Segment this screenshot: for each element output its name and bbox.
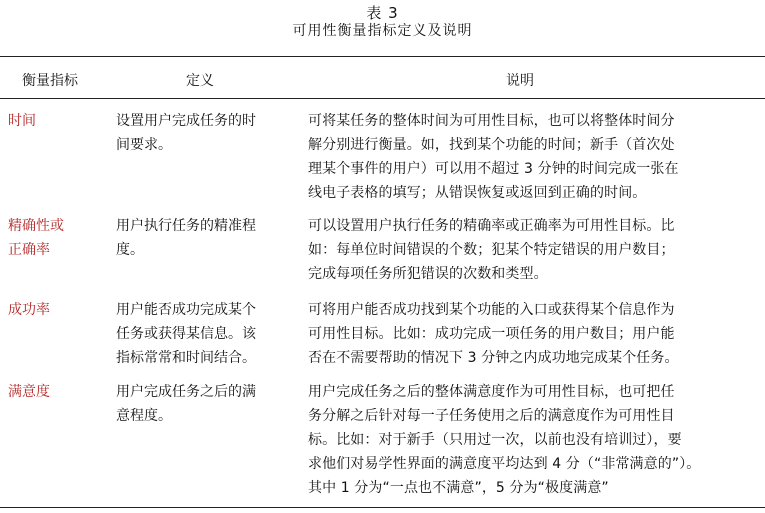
definition-line: 用户能否成功完成某个 — [116, 302, 256, 318]
row-time-metric — [8, 109, 36, 133]
row-accuracy-description — [308, 214, 675, 286]
description-line: 解分别进行衡量。如，找到某个功能的时间；新手（首次处 — [308, 137, 675, 153]
metric-line: 精确性或 — [8, 218, 64, 234]
description-line: 用户完成任务之后的整体满意度作为可用性目标，也可把任 — [308, 384, 675, 400]
description-line: 其中 1 分为“一点也不满意”，5 分为“极度满意” — [308, 480, 609, 496]
row-accuracy-metric — [8, 214, 64, 262]
definition-line: 度。 — [116, 242, 144, 258]
header-description: 说明 — [506, 73, 534, 89]
table-header-rule — [0, 98, 765, 99]
description-line: 求他们对易学性界面的满意度平均达到 4 分（“非常满意的”）。 — [308, 456, 701, 472]
description-line: 可将某任务的整体时间为可用性目标，也可以将整体时间分 — [308, 113, 675, 129]
table-number: 表 3 — [366, 4, 399, 22]
description-line: 理某个事件的用户）可以用不超过 3 分钟的时间完成一张在 — [308, 161, 679, 177]
row-satisfaction-metric — [8, 380, 50, 404]
description-line: 标。比如：对于新手（只用过一次，以前也没有培训过），要 — [308, 432, 682, 448]
row-success-description — [308, 298, 679, 370]
description-line: 可将用户能否成功找到某个功能的入口或获得某个信息作为 — [308, 302, 675, 318]
definition-line: 意程度。 — [116, 408, 172, 424]
metric-line: 成功率 — [8, 302, 50, 318]
description-line: 否在不需要帮助的情况下 3 分钟之内成功地完成某个任务。 — [308, 350, 679, 366]
row-success-metric — [8, 298, 50, 322]
metric-line: 时间 — [8, 113, 36, 129]
table-title: 可用性衡量指标定义及说明 — [292, 23, 473, 39]
row-satisfaction-description — [308, 380, 700, 500]
description-line: 线电子表格的填写；从错误恢复或返回到正确的时间。 — [308, 185, 647, 201]
description-line: 完成每项任务所犯错误的次数和类型。 — [308, 266, 548, 282]
header-metric: 衡量指标 — [22, 73, 78, 89]
definition-line: 用户完成任务之后的满 — [116, 384, 256, 400]
description-line: 务分解之后针对每一子任务使用之后的满意度作为可用性目 — [308, 408, 675, 424]
row-accuracy-definition — [116, 214, 256, 262]
definition-line: 指标常常和时间结合。 — [116, 350, 256, 366]
metric-line: 正确率 — [8, 242, 50, 258]
header-definition: 定义 — [186, 73, 214, 89]
row-time-description — [308, 109, 679, 205]
row-time-definition — [116, 109, 256, 157]
description-line: 可以设置用户执行任务的精确率或正确率为可用性目标。比 — [308, 218, 675, 234]
definition-line: 设置用户完成任务的时 — [116, 113, 256, 129]
definition-line: 间要求。 — [116, 137, 172, 153]
row-success-definition — [116, 298, 256, 370]
table-bottom-rule — [0, 507, 765, 508]
table-top-rule — [0, 56, 765, 57]
row-satisfaction-definition — [116, 380, 256, 428]
definition-line: 任务或获得某信息。该 — [116, 326, 256, 342]
definition-line: 用户执行任务的精准程 — [116, 218, 256, 234]
description-line: 可用性目标。比如：成功完成一项任务的用户数目；用户能 — [308, 326, 675, 342]
metric-line: 满意度 — [8, 384, 50, 400]
description-line: 如：每单位时间错误的个数；犯某个特定错误的用户数目； — [308, 242, 675, 258]
